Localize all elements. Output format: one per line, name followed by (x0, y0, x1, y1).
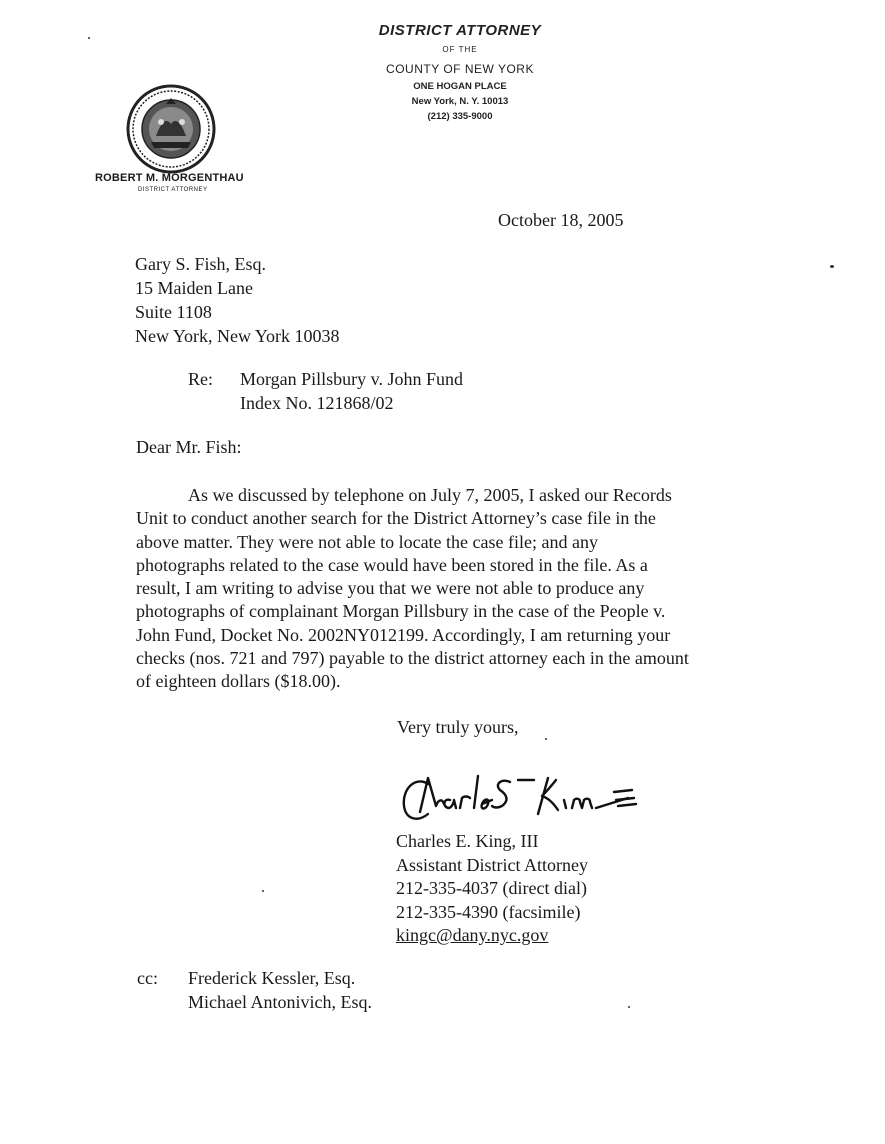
scan-speck (262, 890, 264, 892)
re-line: Morgan Pillsbury v. John Fund (240, 369, 464, 389)
letterhead-address-line-2: New York, N. Y. 10013 (411, 96, 509, 107)
cc-label: cc: (137, 968, 158, 988)
signer-email-link[interactable]: kingc@dany.nyc.gov (396, 925, 549, 945)
cc-recipients (188, 966, 372, 1014)
salutation: Dear Mr. Fish: (136, 437, 242, 457)
addressee-block (135, 252, 340, 348)
signer-name: Charles E. King, III (396, 831, 539, 851)
signature-block (396, 830, 588, 948)
addressee-line: New York, New York 10038 (135, 326, 340, 346)
letterhead-of: OF THE (442, 45, 478, 54)
handwritten-signature (398, 770, 650, 830)
city-seal-icon (126, 84, 216, 174)
body-line: checks (nos. 721 and 797) payable to the district attorney each in the amount (136, 648, 689, 669)
letterhead-title: DISTRICT ATTORNEY (378, 22, 542, 39)
addressee-line: Gary S. Fish, Esq. (135, 254, 267, 274)
letterhead-address-line-1: ONE HOGAN PLACE (413, 81, 507, 92)
body-line: photographs of complainant Morgan Pillsbury in the case of the People v. (136, 601, 666, 622)
body-line: John Fund, Docket No. 2002NY012199. Accordingly, I am returning your (136, 624, 671, 645)
scan-speck (628, 1006, 630, 1008)
cc-recipient: Michael Antonivich, Esq. (188, 992, 372, 1012)
re-label: Re: (188, 369, 213, 389)
cc-recipient: Frederick Kessler, Esq. (188, 968, 356, 988)
addressee-line: Suite 1108 (135, 302, 212, 322)
scan-speck (830, 265, 834, 268)
body-line: result, I am writing to advise you that we were not able to produce any (136, 578, 645, 599)
letterhead-phone: (212) 335-9000 (427, 111, 493, 122)
letterhead-county: COUNTY OF NEW YORK (386, 62, 534, 76)
signer-fax: 212-335-4390 (facsimile) (396, 901, 581, 922)
body-paragraph (136, 484, 756, 694)
re-line: Index No. 121868/02 (240, 393, 394, 413)
scan-speck (545, 738, 547, 740)
body-line: of eighteen dollars ($18.00). (136, 671, 341, 692)
signer-direct-phone: 212-335-4037 (direct dial) (396, 878, 587, 898)
letter-date: October 18, 2005 (498, 210, 624, 230)
body-line: As we discussed by telephone on July 7, 2005, I asked our Records (188, 485, 672, 505)
signer-title: Assistant District Attorney (396, 854, 588, 875)
closing: Very truly yours, (397, 717, 519, 737)
district-attorney-title: DISTRICT ATTORNEY (138, 187, 208, 193)
scan-speck (88, 37, 90, 39)
addressee-line: 15 Maiden Lane (135, 278, 253, 298)
re-subject (240, 367, 463, 415)
body-line: above matter. They were not able to locate the case file; and any (136, 531, 598, 552)
body-line: Unit to conduct another search for the District Attorney’s case file in the (136, 508, 656, 529)
body-line: photographs related to the case would have been stored in the file. As a (136, 554, 648, 575)
district-attorney-name: ROBERT M. MORGENTHAU (95, 172, 244, 184)
